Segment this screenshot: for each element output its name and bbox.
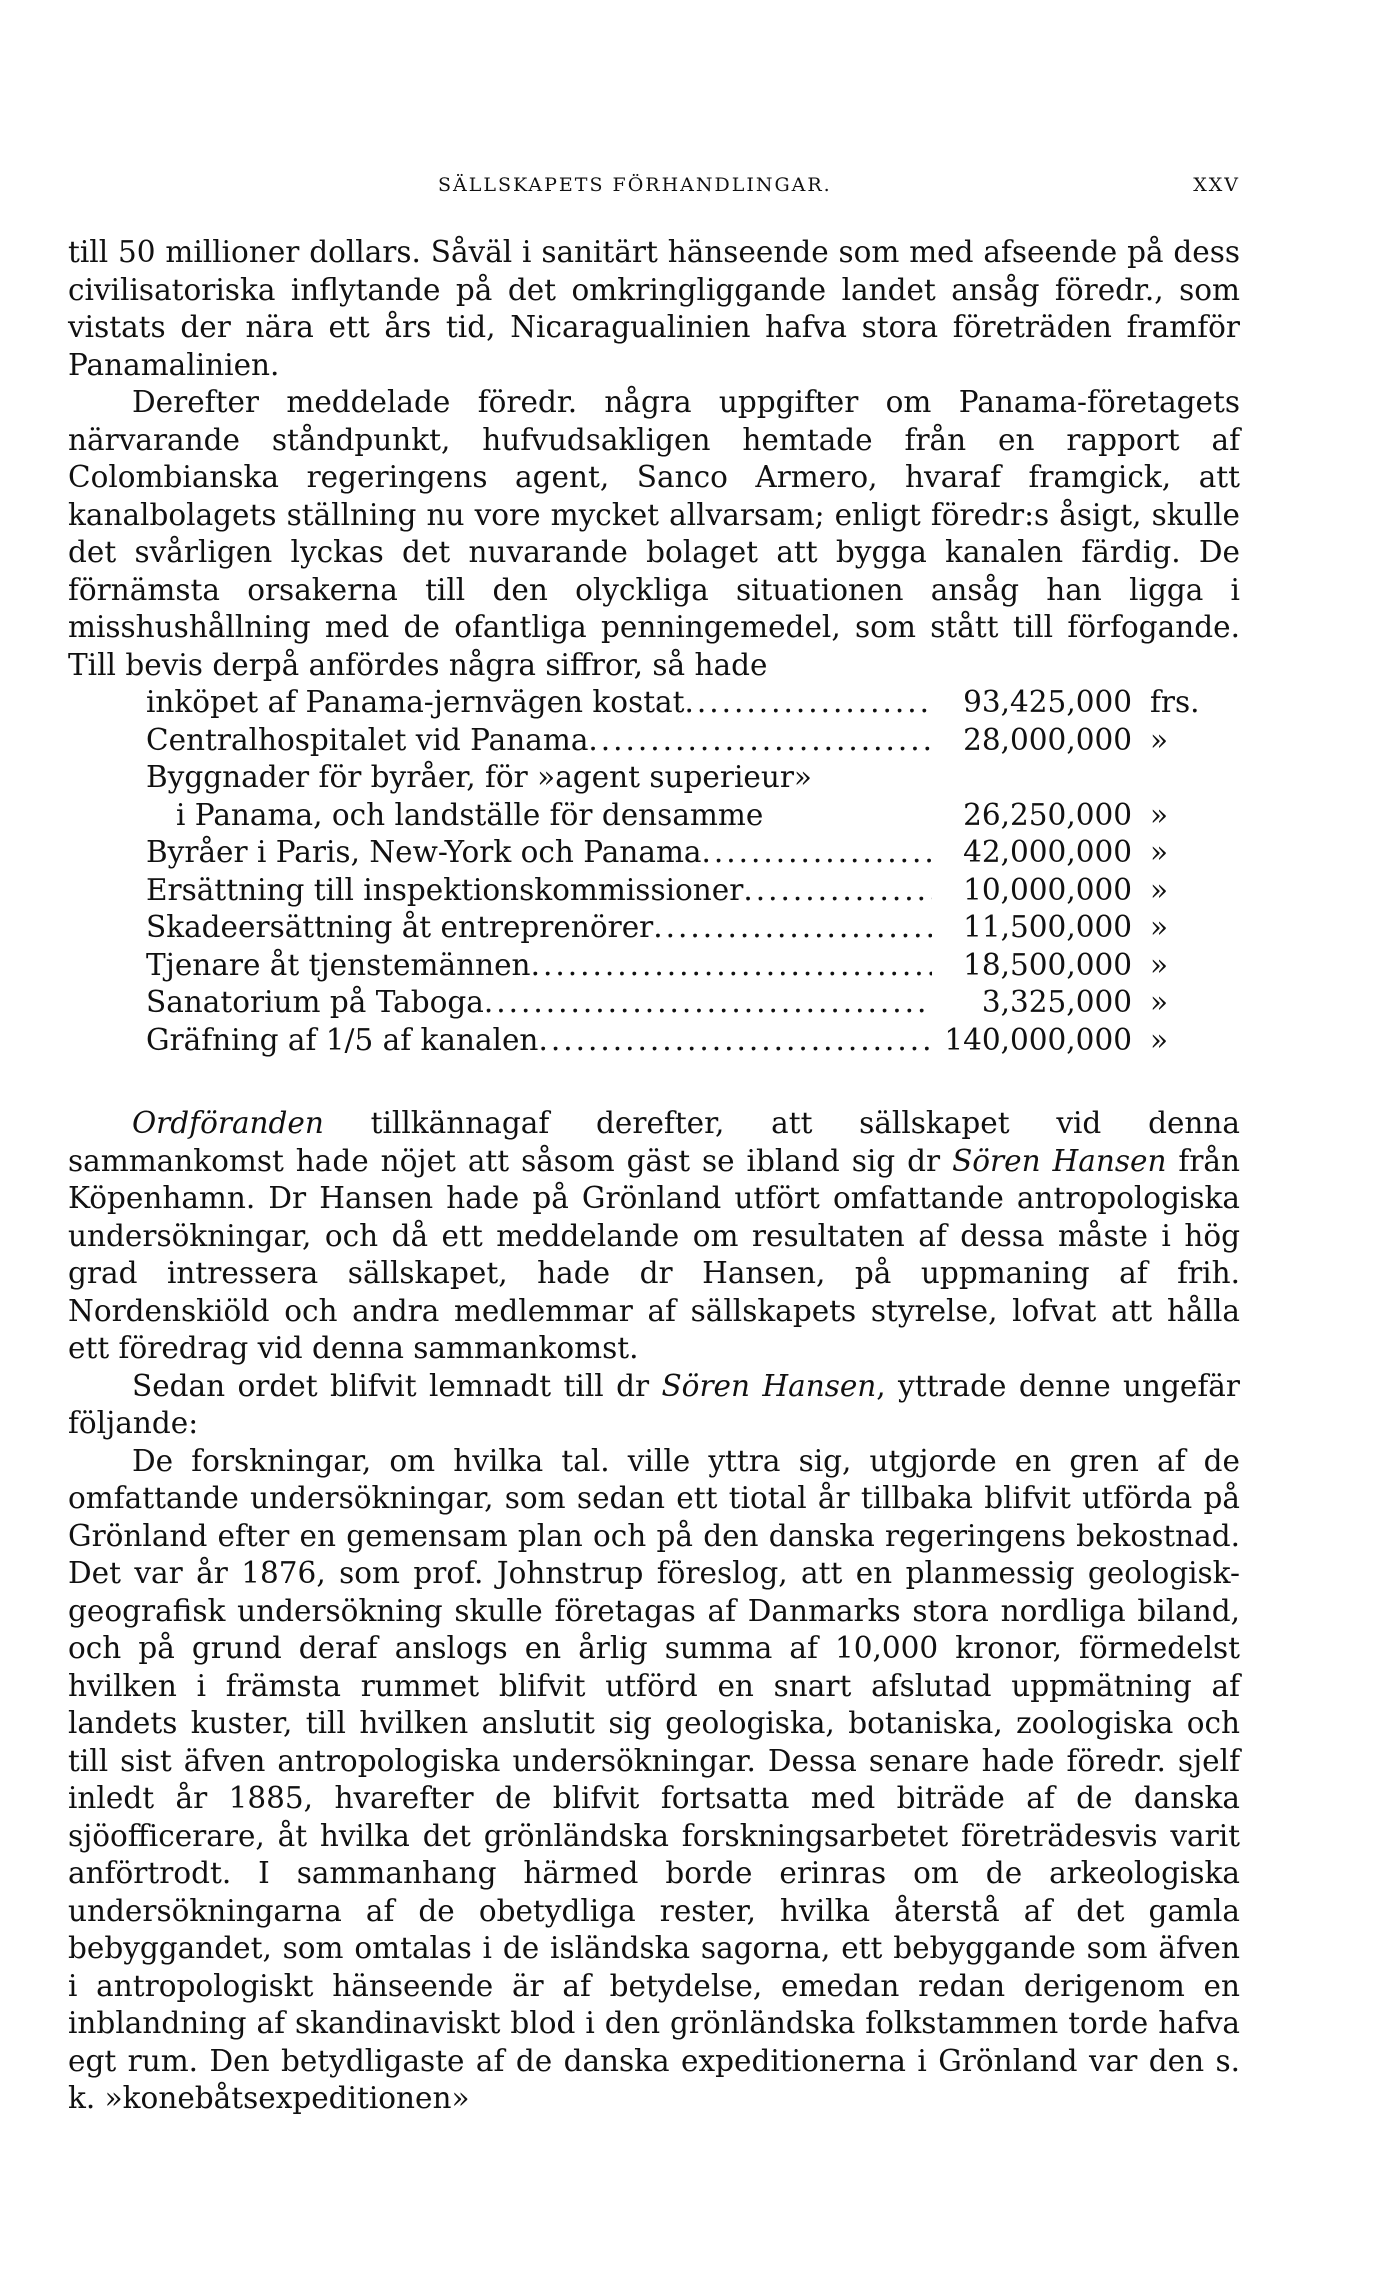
expense-row xyxy=(146,947,1228,985)
expense-row xyxy=(146,722,1228,760)
expense-label: Skadeersättning åt entreprenörer xyxy=(146,910,654,944)
expense-unit: » xyxy=(1150,1022,1169,1057)
expense-row xyxy=(146,1022,1228,1060)
dot-leader xyxy=(588,722,932,760)
expense-unit: » xyxy=(1150,910,1169,944)
expense-label: Gräfning af 1/5 af kanalen xyxy=(146,1022,539,1057)
expense-label: Byggnader för byråer, för »agent superieur» xyxy=(146,760,812,794)
expense-row xyxy=(146,834,1228,872)
expense-unit: » xyxy=(1150,947,1169,982)
chairman-text-a: tillkännagaf derefter, att sällskapet vid denna sammankomst hade nöjet att såsom gäst se ibland sig dr xyxy=(68,1106,1240,1178)
dot-leader xyxy=(484,984,932,1022)
speaker-text-b: , yttrade denne ungefär följande: xyxy=(68,1368,1240,1440)
dot-leader xyxy=(702,834,932,872)
expense-unit: » xyxy=(1150,835,1169,869)
expense-amount: 140,000,000 xyxy=(944,1022,1132,1057)
expense-row xyxy=(146,984,1228,1022)
page-header xyxy=(68,174,1240,204)
expense-label: inköpet af Panama-jernvägen kostat xyxy=(146,685,685,719)
dot-leader xyxy=(743,872,932,910)
expense-unit: frs. xyxy=(1150,685,1200,719)
paragraph-panama-report: Derefter meddelade föredr. några uppgifter om Panama-företagets närvarande ståndpunkt, hufvudsakligen hemtade från en rapport af Colombianska regeringens agent, Sanco Armero, hvaraf framgick, att kanalbolagets ställning nu vore mycket allvarsam; enligt föredr:s åsigt, skulle det svårligen lyckas det nuvarande bolaget att bygga kanalen färdig. De förnämsta orsakerna till den olyckliga situationen ansåg han ligga i misshushållning med de ofantliga penningemedel, som stått till förfogande. Till bevis derpå anfördes några siffror, så hade xyxy=(68,385,1240,682)
chairman-text-b: från Köpenhamn. Dr Hansen hade på Grönland utfört omfattande antropologiska undersökningar, och då ett meddelande om resultaten af dessa måste i hög grad intressera sällskapet, hade dr Hansen, på uppmaning af frih. Nordenskiöld och andra medlemmar af sällskapets styrelse, lofvat att hålla ett föredrag vid denna sammankomst. xyxy=(68,1143,1241,1365)
expense-row xyxy=(146,759,1228,797)
expense-label: Sanatorium på Taboga xyxy=(146,985,484,1019)
dot-leader xyxy=(685,684,932,722)
expense-amount: 26,250,000 xyxy=(963,797,1132,832)
expense-amount: 3,325,000 xyxy=(981,985,1132,1019)
text-column xyxy=(68,234,1240,2118)
paragraph-speaker-intro xyxy=(68,1368,1240,1443)
paragraph-continuation: till 50 millioner dollars. Såväl i sanitärt hänseende som med afseende på dess civilisatoriska inflytande på det omkringliggande landet ansåg föredr., som vistats der nära ett års tid, Nicaragualinien hafva stora företräden framför Panamalinien. xyxy=(68,235,1240,382)
dot-leader xyxy=(653,909,932,947)
expense-row xyxy=(146,909,1228,947)
guest-name: Sören Hansen xyxy=(952,1143,1167,1178)
expense-unit: » xyxy=(1150,985,1169,1019)
expense-label: i Panama, och landställe för densamme xyxy=(176,797,764,832)
expense-row xyxy=(146,684,1228,722)
dot-leader xyxy=(531,947,932,985)
paragraph-chairman xyxy=(68,1105,1240,1368)
running-title: SÄLLSKAPETS FÖRHANDLINGAR. xyxy=(438,174,832,196)
expense-label: Byråer i Paris, New-York och Panama xyxy=(146,835,702,869)
expense-unit: » xyxy=(1150,872,1169,907)
expense-amount: 11,500,000 xyxy=(963,910,1132,944)
page-number: XXV xyxy=(1193,174,1240,196)
expense-label: Centralhospitalet vid Panama xyxy=(146,722,589,757)
expense-row xyxy=(146,872,1228,910)
expense-amount: 93,425,000 xyxy=(963,685,1132,719)
expense-amount: 42,000,000 xyxy=(963,835,1132,869)
chairman-name: Ordföranden xyxy=(132,1106,324,1140)
section-gap xyxy=(68,1059,1240,1105)
expense-amount: 28,000,000 xyxy=(963,722,1132,757)
paragraph-lecture: De forskningar, om hvilka tal. ville yttra sig, utgjorde en gren af de omfattande undersökningar, som sedan ett tiotal år tillbaka blifvit utförda på Grönland efter en gemensam plan och på den danska regeringens bekostnad. Det var år 1876, som prof. Johnstrup föreslog, att en planmessig geologisk-geografisk undersökning skulle företagas af Danmarks stora nordliga biland, och på grund deraf anslogs en årlig summa af 10,000 kronor, förmedelst hvilken i främsta rummet blifvit utförd en snart afslutad uppmätning af landets kuster, till hvilken anslutit sig geologiska, botaniska, zoologiska och till sist äfven antropologiska undersökningar. Dessa senare hade föredr. sjelf inledt år 1885, hvarefter de blifvit fortsatta med biträde af de danska sjöofficerare, åt hvilka det grönländska forskningsarbetet företrädesvis varit anförtrodt. I sammanhang härmed borde erinras om de arkeologiska undersökningarna af de obetydliga rester, hvilka återstå af det gamla bebyggandet, som omtalas i de isländska sagorna, ett bebyggande som äfven i antropologiskt hänseende är af betydelse, emedan redan derigenom en inblandning af skandinaviskt blod i den grönländska folkstammen torde hafva egt rum. Den betydligaste af de danska expeditionerna i Grönland var den s. k. »konebåtsexpeditionen» xyxy=(68,1443,1240,2115)
expense-unit: » xyxy=(1150,722,1169,757)
speaker-text-a: Sedan ordet blifvit lemnadt till dr xyxy=(132,1368,662,1403)
expense-label: Ersättning till inspektionskommissioner xyxy=(146,872,744,907)
dot-leader xyxy=(538,1022,932,1060)
expense-amount: 18,500,000 xyxy=(963,947,1132,982)
expense-table xyxy=(146,684,1228,1059)
expense-amount: 10,000,000 xyxy=(963,872,1132,907)
expense-unit: » xyxy=(1150,797,1169,832)
expense-label: Tjenare åt tjenstemännen xyxy=(146,947,531,982)
expense-row xyxy=(146,797,1228,835)
speaker-name: Sören Hansen xyxy=(661,1368,877,1403)
